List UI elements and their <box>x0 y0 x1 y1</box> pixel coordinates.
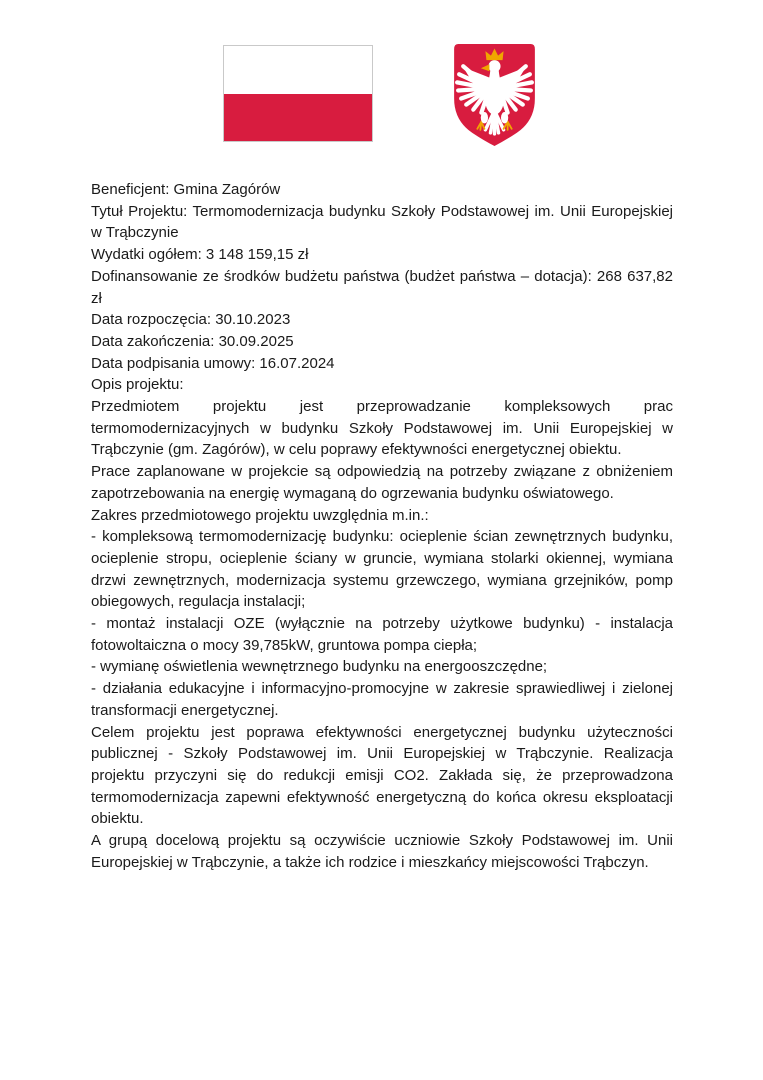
flag-red-stripe <box>224 94 372 142</box>
paragraph: Prace zaplanowane w projekcie są odpowiedzią na potrzeby związane z obniżeniem zapotrzebowania na energię wymaganą do ogrzewania budynku oświatowego. <box>91 463 673 502</box>
header-emblems <box>0 0 763 160</box>
flag-white-stripe <box>224 46 372 94</box>
paragraph: Data podpisania umowy: 16.07.2024 <box>91 354 335 372</box>
document-body <box>91 179 673 874</box>
polish-coat-of-arms-icon <box>450 42 539 149</box>
paragraph: - działania edukacyjne i informacyjno-promocyjne w zakresie sprawiedliwej i zielonej transformacji energetycznej. <box>91 680 673 719</box>
paragraph: - wymianę oświetlenia wewnętrznego budynku na energooszczędne; <box>91 658 548 676</box>
polish-flag-icon <box>223 45 373 142</box>
paragraph: Opis projektu: <box>91 376 184 394</box>
paragraph: Dofinansowanie ze środków budżetu państwa (budżet państwa – dotacja): 268 637,82 zł <box>91 267 673 307</box>
paragraph: - montaż instalacji OZE (wyłącznie na potrzeby użytkowe budynku) - instalacja fotowoltaiczna o mocy 39,785kW, gruntowa pompa ciepła; <box>91 615 673 654</box>
paragraph: Zakres przedmiotowego projektu uwzględnia m.in.: <box>91 506 429 524</box>
paragraph: Wydatki ogółem: 3 148 159,15 zł <box>91 246 309 264</box>
paragraph: - kompleksową termomodernizację budynku: ocieplenie ścian zewnętrznych budynku, ocieplenie stropu, ocieplenie ściany w gruncie, wymiana stolarki okiennej, wymiana drzwi zewnętrznych, modernizacja systemu grzewczego, wymiana grzejników, pomp obiegowych, regulacja instalacji; <box>91 528 673 611</box>
paragraph: Przedmiotem projektu jest przeprowadzanie kompleksowych prac termomodernizacyjnych w budynku Szkoły Podstawowej im. Unii Europejskiej w Trąbczynie (gm. Zagórów), w celu poprawy efektywności energetycznej obiektu. <box>91 398 673 459</box>
paragraph: Data zakończenia: 30.09.2025 <box>91 332 294 350</box>
paragraph: Data rozpoczęcia: 30.10.2023 <box>91 311 291 329</box>
paragraph: A grupą docelową projektu są oczywiście uczniowie Szkoły Podstawowej im. Unii Europejskiej w Trąbczynie, a także ich rodzice i mieszkańcy miejscowości Trąbczyn. <box>91 832 673 871</box>
paragraph: Celem projektu jest poprawa efektywności energetycznej budynku użyteczności publicznej - Szkoły Podstawowej im. Unii Europejskiej w Trąbczynie. Realizacja projektu przyczyni się do redukcji emisji CO2. Zakłada się, że przeprowadzona termomodernizacja zapewni efektywność energetyczną do końca okresu eksploatacji obiektu. <box>91 723 673 828</box>
paragraph: Tytuł Projektu: Termomodernizacja budynku Szkoły Podstawowej im. Unii Europejskiej w Trąbczynie <box>91 202 673 242</box>
paragraph: Beneficjent: Gmina Zagórów <box>91 181 281 198</box>
